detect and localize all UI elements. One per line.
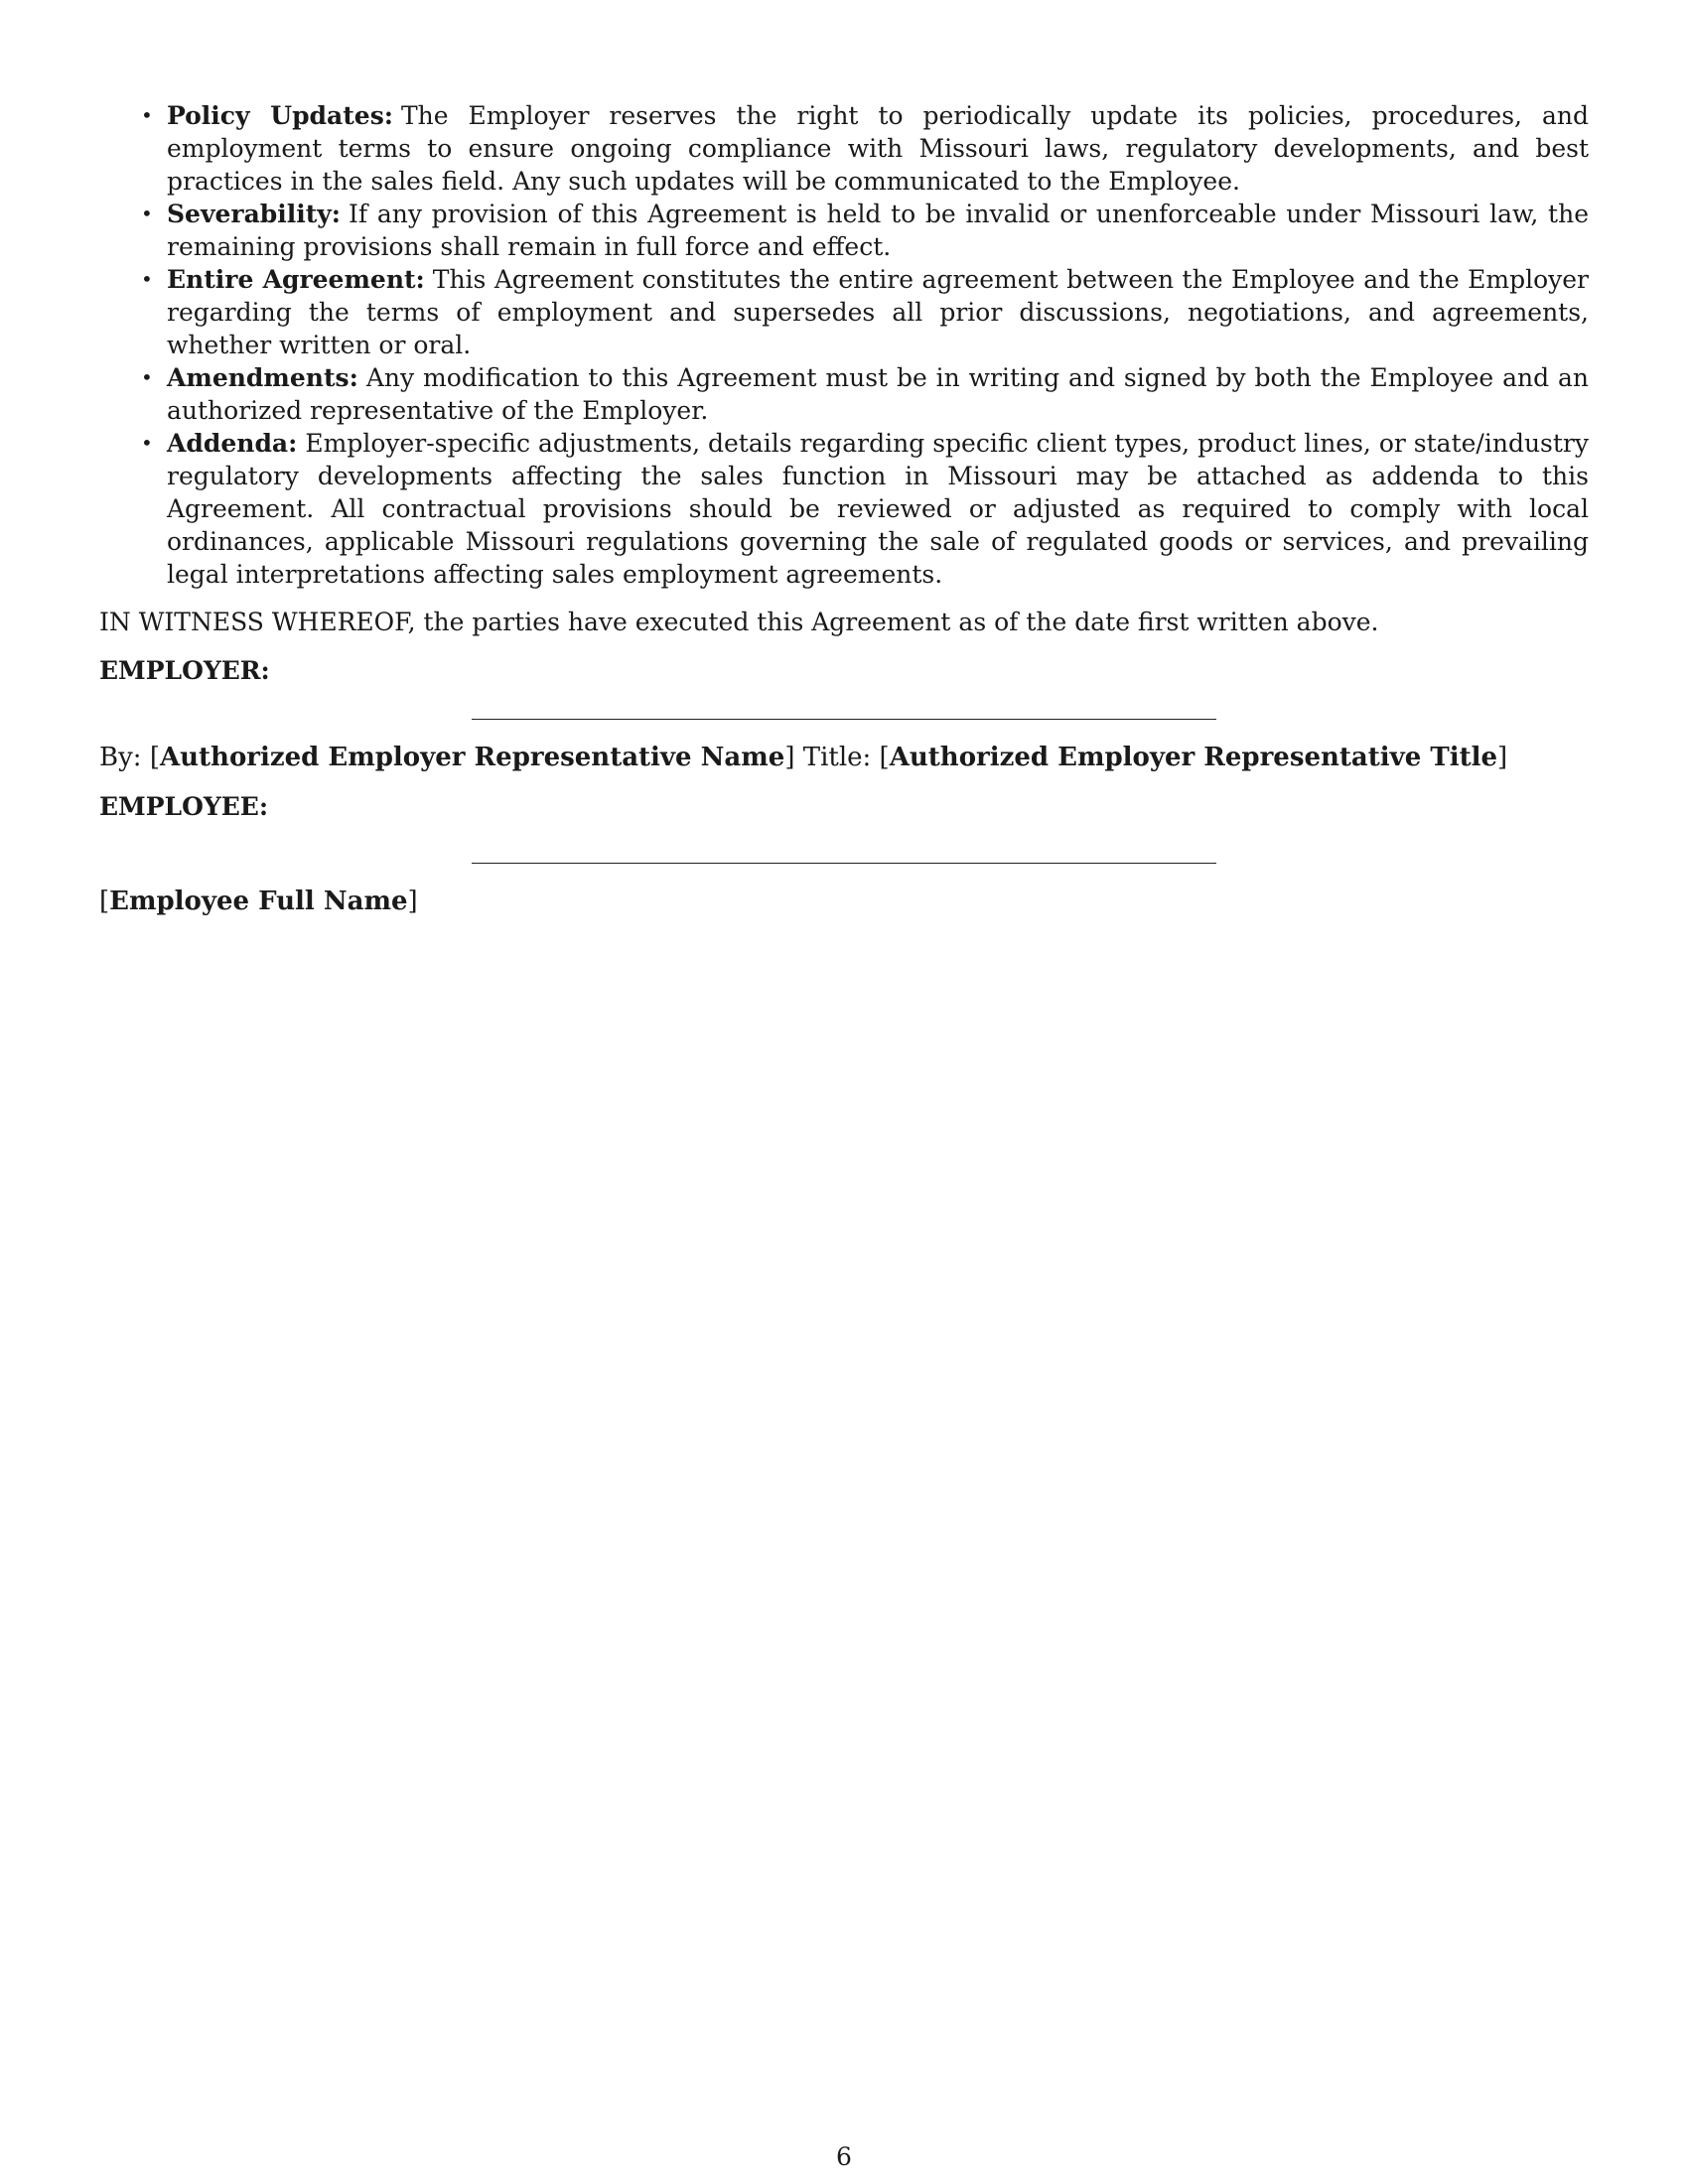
bullet-icon: • <box>141 431 153 455</box>
title-prefix: ] Title: [ <box>784 743 890 772</box>
employee-signature-line <box>472 863 1216 864</box>
page-number: 6 <box>836 2142 852 2171</box>
employee-name-prefix: [ <box>99 887 110 916</box>
bullet-icon: • <box>141 267 153 291</box>
employee-name-suffix: ] <box>407 887 418 916</box>
clause-text: Any modification to this Agreement must be in writing and signed by both the Employee and an authorized representative of the Employer. <box>167 363 1589 425</box>
employer-label: EMPLOYER: <box>99 656 270 685</box>
page-content <box>99 99 1589 918</box>
employer-rep-name: Authorized Employer Representative Name <box>159 743 785 772</box>
clause-term: Entire Agreement: <box>167 265 425 294</box>
list-item <box>141 427 1589 591</box>
employer-signature-line <box>472 719 1216 720</box>
clause-text: This Agreement constitutes the entire agreement between the Employee and the Employer regarding the terms of employment and supersedes all prior discussions, negotiations, and agreements, whether written or oral. <box>167 265 1589 359</box>
bullet-icon: • <box>141 365 153 389</box>
witness-statement: IN WITNESS WHEREOF, the parties have executed this Agreement as of the date first written above. <box>99 608 1379 636</box>
list-item <box>141 361 1589 427</box>
employee-name-line <box>99 886 1589 918</box>
clause-term: Severability: <box>167 200 342 228</box>
list-item <box>141 263 1589 361</box>
clause-term: Addenda: <box>167 429 298 458</box>
clause-text: If any provision of this Agreement is held to be invalid or unenforceable under Missouri law, the remaining provisions shall remain in full force and effect. <box>167 200 1589 261</box>
clause-term: Amendments: <box>167 363 358 392</box>
clause-text: The Employer reserves the right to periodically update its policies, procedures, and employment terms to ensure ongoing compliance with Missouri laws, regulatory developments, and best practices in the sales field. Any such updates will be communicated to the Employee. <box>167 101 1589 196</box>
by-line-suffix: ] <box>1497 743 1508 772</box>
employee-label: EMPLOYEE: <box>99 792 269 821</box>
employer-rep-title: Authorized Employer Representative Title <box>889 743 1498 772</box>
by-prefix: By: [ <box>99 743 160 772</box>
employer-by-line <box>99 742 1589 774</box>
list-item <box>141 198 1589 263</box>
employee-name: Employee Full Name <box>109 887 408 916</box>
clause-term: Policy Updates: <box>167 101 393 130</box>
bullet-icon: • <box>141 103 153 127</box>
bullet-icon: • <box>141 202 153 225</box>
clause-list <box>99 99 1589 591</box>
clause-text: Employer-specific adjustments, details regarding specific client types, product lines, or state/industry regulatory developments affecting the sales function in Missouri may be attached as addenda to this Agreement. All contractual provisions should be reviewed or adjusted as required to comply with local ordinances, applicable Missouri regulations governing the sale of regulated goods or services, and prevailing legal interpretations affecting sales employment agreements. <box>167 429 1589 589</box>
list-item <box>141 99 1589 198</box>
